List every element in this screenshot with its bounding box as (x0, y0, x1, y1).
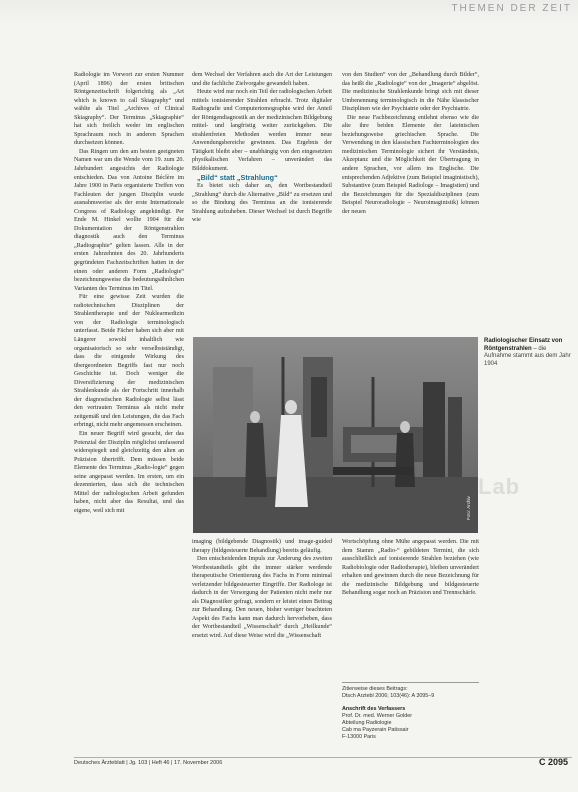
paragraph: Heute wird nur noch ein Teil der radiologischen Arbeit mittels ionisierender Strahlen erbracht. Trotz digitaler Radiografie und Computertomographie wird der Anteil der Röntgendiagnostik an der medizinischen Bildgebung mittel- und langfristig weiter zurückgehen. Die strahlenfreien Methoden werden immer neue Anwendungsbereiche gewinnen. Das Ergebnis der Tätigkeit bleibt aber – unabhängig von den eingesetzten physikalischen Verfahren – unverändert das Bilddokument. (192, 89, 332, 173)
divider (342, 682, 479, 683)
address-line: Abteilung Radiologie (342, 720, 392, 726)
paragraph: dem Wechsel der Verfahren auch die Art der Leistungen und die fachliche Zielvorgabe gewandelt haben. (192, 72, 332, 87)
photo-credit: Foto: Archiv (466, 496, 471, 520)
journal-footer: Deutsches Ärzteblatt | Jg. 103 | Heft 46 | 17. November 2006 (74, 760, 223, 766)
citation-block (342, 680, 479, 700)
article-column-3-lower (342, 538, 479, 675)
article-column-3 (342, 71, 479, 331)
author-address (342, 706, 479, 741)
historical-photo (193, 337, 478, 533)
photo-caption (484, 338, 572, 368)
page-number: C 2095 (538, 757, 568, 767)
article-column-1 (74, 71, 184, 751)
paragraph: imaging (bildgebende Diagnostik) und image-guided therapy (bildgesteuerte Behandlung) bereits geläufig. (192, 539, 332, 554)
citation-reference: Dtsch Arztebl 2006; 103(46): A 3095–9 (342, 693, 435, 699)
caption-text: – die Aufnahme stammt aus dem Jahr 1904 (484, 345, 571, 367)
paragraph: Den entscheidenden Impuls zur Änderung des zweiten Wortbestandteils gibt die immer stärker werdende therapeutische Orientierung des Fachs in Form minimal verletzender bildgesteuerter Eingriffe. Der Radiologe ist dadurch in der Versorgung der Patienten nicht mehr nur als Diagnostiker gefragt, sondern er leistet einen Beitrag zur Behandlung. Den neuen, bisher weniger beachteten Aspekt des Fachs kann man dadurch hervorheben, dass der Wortbestandteil „Wissenschaft“ durch „Heilkunde“ ersetzt wird. Auf diese Weise wird die „Wissenschaft (192, 556, 332, 640)
paragraph: Es bietet sich daher an, den Wortbestandteil „Strahlung“ durch die Alternative „Bild“ zu ersetzen und so die Bindung des Terminus an die ionisierende Strahlung aufzuheben. Dieser Wechsel ist durch Begriffe wie (192, 183, 332, 224)
background-lettering: Lab (478, 474, 521, 499)
paragraph: Radiologie im Vorwort zur ersten Nummer (April 1896) der ersten britischen Röntgenzeitschrift folgerichtig als „Art which is known to call Skiagraphy“ und wählte als Titel „Archives of Clinical Skiagraphy“. Der Terminus „Skiagraphie“ hat sich freilich weder im englischen Sprachraum noch in anderen Sprachen durchsetzen können. (74, 72, 184, 147)
article-column-2 (192, 71, 332, 333)
address-line: F-13000 Paris (342, 734, 376, 740)
paragraph: von den Studien“ von der „Behandlung durch Bilder“, das heißt die „Radiologie“ von der „Imagerie“ abgelöst. Die medizinische Strahlenkunde bringt sich mit dieser Umbenennung terminologisch in die Nähe klassischer Disziplinen wie der Psychiatrie oder der Psychiatrie. (342, 72, 479, 113)
paragraph: Für eine gewisse Zeit wurden die radiotechnischen Disziplinen der Strahlentherapie und der Nuklearmedizin von der Radiologie terminologisch unterfasst. Beide Fächer haben sich aber mit Längerer sowohl inhaltlich wie organisatorisch so sehr verselbstständigt, dass die einigende Wirkung des übergeordneten Begriffs fast nur noch Geschichte ist. Doch weniger die Diversifizierung der medizinischen Strahlenkunde als der Fortschritt innerhalb der diagnostischen Radiologie selbst lässt den vertrauten Terminus als nicht mehr zeitgemäß und den Leistungen, die das Fach erbringt, nicht mehr angemessen erscheinen. (74, 294, 184, 429)
photo-illustration (193, 337, 478, 533)
subheading: „Bild“ statt „Strahlung“ (197, 172, 278, 182)
paragraph: Wortschöpfung ohne Mühe angepasst werden. Die mit dem Stamm „Radio-“ gebildeten Termini, die sich ausschließlich auf ionisierende Strahlen beziehen (wie Radiobiologie oder Radiotherapie), bleiben unverändert erhalten und gewinnen durch die neue Bezeichnung für die medizinische Bildgebung und bildgesteuerte Behandlung sogar noch an Präzision und Trennschärfe. (342, 539, 479, 597)
paragraph: Das Ringen um den am besten geeigneten Namen war um die Wende vom 19. zum 20. Jahrhundert angesichts der Radiologie entschieden. Das von Antoine Béclère im Jahre 1900 in Paris organisierte Treffen von Fachleuten der jungen Disziplin wurde ausnahmsweise als der erste Internationale Congress of Radiology angekündigt. Per Ende M. Hinkel wollte 1904 für die Dokumentation der Röntgenstrahlen diagnostik auch den Terminus „Radiographie“ gelten lassen. Alle in der ersten Jahrzehnten des 20. Jahrhunderts gegründeten Fachzeitschriften hatten in der einen oder anderen Form „Radiologie“ bezeichnungsweise die bedeutungsähnlichen Varianten des Terminus im Titel. (74, 148, 184, 292)
address-line: Cab ma Payzerain Patissair (342, 727, 409, 733)
citation-label: Zitierweise dieses Beitrags: (342, 686, 408, 692)
caption-title: Radiologischer Einsatz von Röntgenstrahlen (484, 338, 563, 352)
address-title: Anschrift des Verfassers (342, 706, 406, 712)
article-column-2-lower (192, 538, 332, 753)
paragraph: Die neue Fachbezeichnung entlehnt ebenso wie die alte ihre beiden Elemente der lateinischen beziehungsweise griechischen Sprache. Die Verwendung in den klassischen Fachterminologien des medizinischen Terminologie sichert ihr Verständnis, Akzeptanz und die Möglichkeit der Übertragung in andere Sprachen, vor allem ins Englische. Die entsprechenden Adjektive (zum Beispiel imaginistisch), Substantive (zum Beispiel Radiologe – Imagistien) und die Bezeichnungen für die Spezialdisziplinen (zum Beispiel Neuroradiologie – Neuroimaginistik) können der neuen (342, 114, 479, 215)
paragraph: Ein neuer Begriff wird gesucht, der das Potenzial der Disziplin möglichst umfassend widerspiegelt und gleichzeitig den alten an Präzision übertrifft. Dem müssen beide Elemente des Terminus „Radio-logie“ gegen seine angepasst werden. Im ersten, um ein dezennierten, dass sich die technischen Mittel der radiologischen Arbeit gefunden haben, nicht aber das Resultat, und das eigene, weil sich mit (74, 430, 184, 514)
address-line: Prof. Dr. med. Werner Golder (342, 713, 413, 719)
section-title: THEMEN DER ZEIT (451, 3, 572, 14)
footer-divider (74, 757, 572, 758)
